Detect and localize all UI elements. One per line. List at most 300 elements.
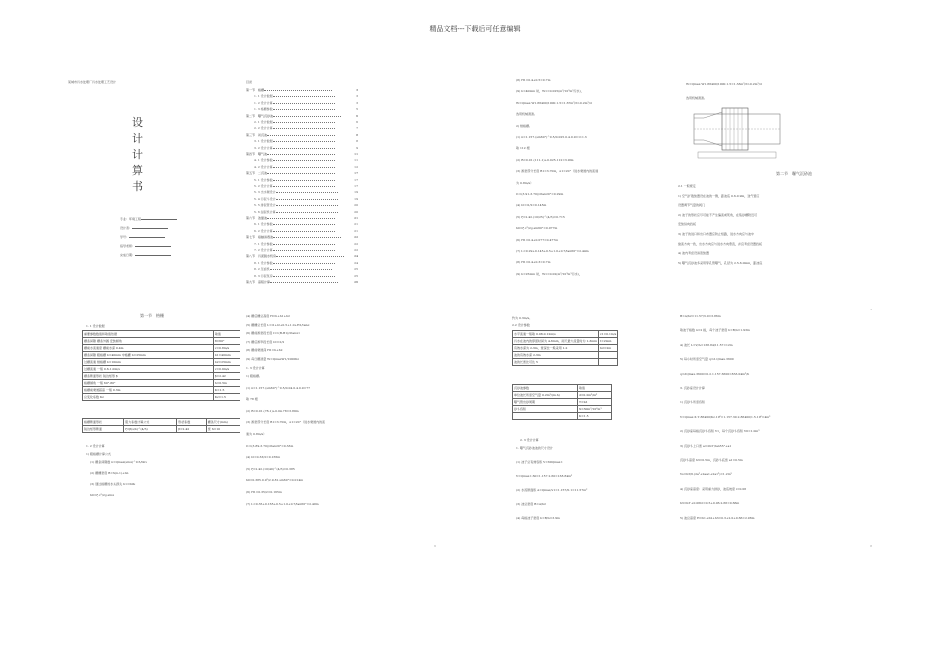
cover-header: 某城市污水处理厂污水处理工艺设计: [68, 80, 117, 84]
toc-page: 25: [354, 267, 358, 272]
toc-page: 9: [356, 145, 358, 150]
calc-line: (6) H1=0.35/2=0.165m: [246, 490, 282, 494]
grit-parameter-table: [512, 330, 618, 366]
toc-title: 4. 1 设计参数: [254, 158, 273, 163]
toc-leader: [273, 107, 335, 110]
toc-page: 24: [354, 254, 358, 259]
document-banner: 精品文档---下载后可任意编辑: [429, 25, 521, 33]
calc-line: (2) 水流断面积 A=Qmax/v1=1.157/0.1=11.57m²: [516, 488, 588, 492]
table-cell: 过栅流速 细格栅 b=10mm: [83, 359, 214, 366]
cover-field-label: 学号：: [120, 235, 130, 239]
table-cell: 池的有效水深 2-3m: [513, 352, 599, 359]
toc-title: 3. 2 设计计算: [254, 145, 273, 150]
screenings-formula: W=Qmax·W1·86400/1000·1.5=1.33m³/d>0.2m³/d: [686, 82, 762, 86]
toc-page: 21: [354, 216, 358, 220]
toc-title: 6. 2 设计计算: [254, 228, 273, 233]
calc-line: (2) B=0.01·(78-1)+0.04·78=3.89m: [246, 408, 299, 413]
calc-line: V=Qmax·t·60=1.157·2·60=138.84m³: [516, 474, 573, 478]
table-row: [83, 366, 252, 373]
table-cell: 格栅前渠道超高 一般 0.3m: [83, 387, 214, 394]
toc-page: 25: [354, 273, 358, 278]
page-grit-chamber-calc: [676, 310, 876, 550]
calc-line: 取 112 根: [516, 146, 530, 151]
calc-line: (1) n=1.157·(sin60°)^0.5/0.025·0.4·0.9=111.3: [516, 135, 587, 139]
field-underline: [135, 252, 171, 256]
cover-field: [120, 234, 165, 239]
toc-page: 8: [356, 132, 358, 137]
toc-leader: [273, 114, 341, 117]
toc-title: 8. 3 污泥泵房: [254, 273, 273, 278]
table-cell: 曝气管出砂周期: [513, 399, 578, 406]
calc-line: 1) 沉砂斗所需容积: [680, 400, 706, 405]
toc-title: 1. 2 设计计算: [254, 100, 273, 105]
calc-line: (8) 栅前渠道深 H1=h+h2: [246, 348, 283, 353]
toc-page: 22: [354, 241, 358, 246]
table-cell: 水平流速一般取 0.08-0.12m/s: [513, 331, 599, 338]
table-cell: 取值: [213, 331, 251, 338]
calc-line: l1=(3.91-3.70)/2tan20°=0.29m: [516, 192, 564, 196]
toc-page: 17: [354, 171, 358, 176]
page-aerated-grit: [676, 74, 876, 314]
toc-page: 20: [354, 209, 358, 214]
calc-line: (1) 池子总有效容积 V=60Qmax·t: [516, 460, 563, 464]
table-cell: 取值: [577, 385, 611, 392]
toc-row: [246, 216, 358, 220]
toc-page: 6: [356, 120, 358, 124]
table-row: [83, 394, 252, 401]
table-row: [513, 413, 612, 420]
table-cell: 栅条尺寸(mm): [206, 419, 251, 426]
calc-line: 1) 空气扩散装置设在池的一侧，距池底 0.6-0.9m，送气管应: [678, 193, 760, 198]
calc-line: h0=0.385·0.9²/2·9.81·sin60°=0.014m: [246, 478, 304, 483]
toc-title: 第五节 二沉池: [246, 171, 268, 176]
toc-row: [246, 158, 358, 162]
cover-field: [120, 216, 177, 221]
calc-line: 3. 沉砂室设计计算: [680, 386, 705, 390]
calc-line: 3) 池子的进口和出口布置应防止短路，进水方向应与池中: [678, 232, 755, 236]
table-cell: v=0.8m/s: [213, 345, 251, 352]
table-cell: [513, 413, 578, 420]
toc-title: 第三节 初沉池: [246, 132, 268, 137]
table-cell: 单位池长所需空气量 0.2m³/(m·h): [513, 392, 578, 399]
calc-line: (5) 栅槽总长度 L=l1+l2+0.5+1.0+H1/tanα: [246, 322, 310, 327]
calc-line: (7) L=0.35+0.165+0.5+1.0+0.7/tan60°=2.40m: [246, 501, 319, 506]
section-caption: 第二节 曝气沉砂池: [776, 171, 812, 176]
cover-field-label: 专业：环境工程: [120, 217, 142, 221]
calc-line: 2) 池子的形状应尽可能不产生偏流或死角，在集砂槽附近可: [678, 212, 758, 217]
toc-title: 第四节 曝气池: [246, 152, 268, 156]
toc-leader: [273, 139, 335, 142]
subsection-heading: 1. 1 设计数据: [86, 324, 105, 328]
calc-line: (1) n=1.157·(sin60°)^0.5/0.04·0.4·0.9=77: [246, 385, 311, 390]
calc-line: V=Qmax·X·T·86400/Kz·10⁶=1.157·30·2·86400/1.5·10⁶=4m³: [680, 414, 771, 419]
toc-row: [246, 184, 358, 188]
page-number: 6: [434, 544, 436, 548]
calc-line: (9) b=40mm 时，W1=0.025(m³/10³m³污水)，: [516, 89, 584, 94]
table-row: [83, 426, 252, 433]
toc-row: [246, 107, 358, 111]
table-cell: 锐边矩形断面: [83, 426, 124, 433]
toc-leader: [273, 101, 335, 104]
calc-line: (3) 渐宽部分长度 B1=3.70m，α1=20°（进水渠道内的流速: [516, 169, 599, 174]
calc-line: (9) b=25mm 时，W1=0.02(m³/10³m³污水)，: [516, 271, 582, 276]
calc-line: B=A/h2=11.57/3.0=3.86m: [680, 314, 721, 318]
toc-page: 8: [356, 139, 358, 144]
toc-row: [246, 254, 358, 258]
toc-leader: [270, 267, 332, 270]
calc-line: (7) L=0.29+0.145+0.5+1.0+0.7/tan60°=2.44m: [516, 249, 589, 253]
calc-line: (8) H1=0.4+0.5=0.7m: [516, 78, 551, 82]
calc-heading: 2. 3 设计计算: [520, 438, 539, 442]
toc-page: 20: [354, 203, 358, 208]
table-row: [83, 331, 252, 338]
table-cell: [599, 359, 618, 366]
toc-row: [246, 94, 358, 98]
table-row: [83, 352, 252, 359]
toc-leader: [273, 274, 335, 277]
table-cell: 砂斗容积: [513, 406, 578, 413]
cover-field-label: 指导老师：: [120, 244, 136, 248]
toc-page: 21: [354, 228, 358, 233]
toc-title: 第九节 高程计算: [246, 280, 271, 284]
calc-line: (6) H1=0.4+0.077=0.477m: [516, 237, 559, 242]
calc-line: 2) 细格栅。: [516, 123, 533, 128]
toc-title: 2. 2 设计计算: [254, 126, 273, 131]
calc-line: (2) B=0.01·(111-1)+0.025·112=3.9lm: [516, 157, 574, 162]
table-cell: ξ=β(s/b)^(4/3): [124, 426, 177, 433]
calc-line: 设置调节气量的阀门: [678, 203, 706, 208]
table-cell: β=2.42: [177, 426, 206, 433]
title-char: 书: [132, 180, 143, 193]
toc-page: 19: [354, 196, 358, 201]
toc-title: 7. 1 设计参数: [254, 241, 273, 246]
toc-leader: [273, 158, 335, 161]
table-cell: 重要参数数值和取值依据: [83, 331, 214, 338]
toc-page: 5: [356, 107, 358, 112]
toc-row: [246, 235, 358, 239]
toc-row: [246, 88, 358, 92]
toc-leader: [264, 88, 332, 91]
toc-title: 8. 2 压滤机: [254, 267, 270, 272]
toc-row: [246, 274, 358, 278]
table-row: [513, 406, 612, 413]
toc-row: [246, 165, 358, 169]
toc-title: 5. 2 设计计算: [254, 184, 273, 188]
toc-leader: [273, 146, 335, 149]
table-cell: K=1.5: [577, 413, 611, 420]
table-cell: 格栅倾角 一般 60°-80°: [83, 380, 214, 387]
toc-leader: [273, 261, 335, 264]
toc-title: 第七节 接触消毒池: [246, 235, 274, 240]
toc-title: 4. 2 设计计算: [254, 164, 273, 169]
title-char: 设: [132, 116, 143, 129]
calc-line: 3) 沉砂斗上口宽 a=2h3'/tan55°+a1: [680, 443, 732, 448]
toc-page: 17: [354, 184, 358, 188]
toc-page: 11: [354, 152, 358, 156]
table-cell: θ=60°: [213, 338, 251, 345]
table-cell: X=30m³/10⁶m³: [577, 406, 611, 413]
calc-line: q=dQmax·3600=0.2·1.157·3600=833.04m³/h: [680, 371, 750, 376]
toc-leader: [267, 152, 335, 155]
toc-title: 第一节 格栅: [246, 88, 265, 92]
cover-field: [120, 225, 168, 230]
toc-title: 3. 1 设计数据: [254, 139, 273, 144]
toc-row: [246, 267, 358, 271]
toc-row: [246, 101, 358, 105]
calc-line: 取池子格数 n=2 格，每个池子宽度 b=B/n=1.93m: [680, 328, 750, 333]
calc-line: (7) 栅后渐窄段长度 l2=l1/2: [246, 339, 285, 344]
continued-line: 约为 0.3m/s。: [512, 316, 533, 320]
toc-title: 5. 4 污泥斗设计: [254, 196, 276, 201]
toc-leader: [273, 126, 335, 129]
table-cell: β=2.42: [213, 373, 251, 380]
toc-leader: [273, 120, 335, 123]
calc-line: h0=ξ·v²/2g·sinα: [90, 493, 115, 497]
toc-page: 6: [356, 113, 358, 118]
table-cell: 污水在池内的停留时间为 4-6min，雨天最大流量时为 1-3min: [514, 339, 598, 343]
calc-line: (5) ξ=2.42·(10/40)^(4/3)=0.385: [246, 466, 295, 471]
calc-line: 4) 沉砂室高度：采用重力排砂，池底坡度 i=0.06: [680, 486, 747, 491]
calc-line: Vs=h3/6·(2a²+2aa1+2a1²)=1.2m³: [680, 472, 732, 477]
calc-line: (1) 栅条间隙数 n=Qmax(sinα)^0.5/bhv: [90, 460, 148, 464]
calc-line: (3) 池总宽度 B=A/h2: [516, 502, 546, 506]
table-cell: h=0.5m: [213, 380, 251, 387]
calc-line: (4) 每格池子宽度 b=B/n=3.9m: [516, 516, 560, 520]
toc-heading: 目录: [246, 80, 253, 84]
toc-page: 22: [354, 248, 358, 252]
calc-line: (4) l2=0.33/2=0.165m: [246, 455, 281, 460]
table-row: [83, 373, 252, 380]
toc-row: [246, 178, 358, 182]
toc-title: 5. 6 刮泥机计算: [254, 209, 276, 214]
toc-page: 19: [354, 190, 358, 195]
table-row: [513, 352, 618, 359]
toc-title: 8. 1 设计参数: [254, 260, 273, 265]
calc-line: 2.1 一般规定: [678, 184, 696, 188]
calc-line: l1=(3.89-3.70)/2tan20°=0.33m: [246, 443, 294, 448]
aeration-parameter-table: [512, 384, 612, 420]
table-cell: v1=0.1m/s: [600, 332, 617, 336]
field-underline: [132, 225, 168, 229]
toc-title: 1. 1 设计数据: [254, 94, 273, 99]
calc-line: 为 0.8m/s）: [516, 180, 534, 185]
table-cell: 总变化系数 Kz: [83, 394, 214, 401]
calc-heading: 1. 2 设计计算: [86, 444, 105, 448]
calc-line: 旋流方向一致，出水方向应与进水方向垂直，并宜考虑设置挡板: [678, 241, 763, 246]
toc-leader: [273, 165, 335, 168]
table-row: [83, 419, 252, 426]
toc-leader: [267, 216, 335, 219]
toc-row: [246, 203, 358, 207]
calc-line: 4) 池内考虑设消泡装置: [678, 251, 710, 256]
toc-row: [246, 197, 358, 201]
table-cell: 沉砂池参数: [513, 385, 578, 392]
calc-line: 1) 粗格栅。: [246, 374, 263, 378]
table-cell: 栅条断面形状 锐边矩形 β: [83, 373, 214, 380]
field-underline: [141, 216, 177, 220]
table-cell: K=1.5: [213, 387, 251, 394]
toc-title: 第八节 污泥脱水机房: [246, 254, 277, 259]
table-cell: 栅条间隙 粗格栅 b=40mm 中格栅 b=25mm: [83, 352, 214, 359]
table-cell: 栅条间隙 栅条外圆 安装倾角: [83, 338, 214, 345]
toc-row: [246, 222, 358, 226]
cover-field: [120, 243, 171, 248]
toc-leader: [267, 171, 335, 174]
table-row: [513, 338, 618, 345]
toc-row: [246, 139, 358, 143]
toc-leader: [273, 184, 335, 187]
page-toc: [240, 76, 440, 316]
toc-page: 26: [354, 280, 358, 284]
toc-row: [246, 210, 358, 214]
section-heading: 第一节 格栅: [140, 313, 164, 318]
table-row: [83, 345, 252, 352]
page-coarse-screen-calc: [240, 310, 440, 550]
calc-line: (4) 栅后槽总高度 H=h+h1+h2: [246, 314, 290, 318]
resistance-table: [82, 418, 252, 433]
toc-row: [246, 152, 358, 156]
toc-leader: [276, 197, 338, 200]
table-cell: 格栅断面形状: [83, 419, 124, 426]
toc-leader: [267, 133, 335, 136]
toc-row: [246, 261, 358, 265]
calc-line: 1. 曝气沉砂池池的尺寸设计: [516, 446, 553, 450]
cover-field-label: 完成日期：: [120, 253, 136, 257]
calc-line: 安装纵向挡板: [678, 222, 697, 227]
toc-row: [246, 171, 358, 175]
toc-title: 第六节 浓缩池: [246, 216, 268, 220]
calc-line: (9) 每日栅渣量 W=QmaxW1/1000Kz: [246, 357, 299, 361]
calc-subheading: 1) 粗格栅计算公式: [86, 452, 112, 456]
table-cell: 形状系数: [177, 419, 206, 426]
table-cell: 宽 S=10: [206, 426, 251, 433]
toc-row: [246, 280, 358, 284]
calc-line: 速为 0.8m/s）: [246, 432, 267, 436]
toc-page: 24: [354, 260, 358, 265]
table-row: [513, 385, 612, 392]
toc-title: 5. 5 排泥管设计: [254, 203, 276, 208]
toc-title: 5. 3 出水堰设计: [254, 190, 276, 195]
cover-field: [120, 252, 171, 257]
toc-leader: [276, 203, 338, 206]
toc-leader: [273, 178, 335, 181]
screen-parameter-table: [82, 330, 252, 401]
page-bar-screen: [60, 310, 263, 550]
calc-line: 选用机械清渣。: [516, 112, 538, 117]
toc-row: [246, 146, 358, 150]
toc-title: 6. 1 设计参数: [254, 222, 273, 227]
page-number: 8: [870, 544, 872, 548]
screen-diagram: [692, 104, 782, 160]
toc-leader: [273, 242, 335, 245]
toc-page: 12: [354, 164, 358, 169]
calc-line: (8) H1=0.4+0.3=0.7m: [516, 260, 551, 265]
toc-row: [246, 126, 358, 130]
field-underline: [129, 234, 165, 238]
table-cell: d=0.2m³/m³: [577, 392, 611, 399]
table-row: [513, 345, 618, 352]
calc-line: (4) l2=l1/2=0.145m: [516, 203, 547, 208]
calc-line: 取 78 根: [246, 397, 258, 402]
toc-leader: [276, 190, 338, 193]
toc-leader: [270, 280, 338, 283]
table-cell: 栅前水流速度 栅前水深 0.4m: [83, 345, 214, 352]
calc-line: h0=ξ·v²/2g·sin60°=0.077m: [516, 226, 558, 231]
table-cell: T=2d: [577, 399, 611, 406]
toc-title: 2. 1 设计数据: [254, 120, 273, 124]
table-cell: t=2min: [599, 338, 618, 345]
toc-page: 3: [356, 94, 358, 99]
table-row: [513, 392, 612, 399]
calc-heading: 1. 3 设计计算: [246, 366, 265, 370]
toc-leader: [273, 229, 335, 232]
toc-row: [246, 229, 358, 233]
toc-page: 7: [356, 126, 358, 131]
table-row: [83, 380, 252, 387]
toc-leader: [276, 254, 344, 257]
toc-page: 22: [354, 235, 358, 240]
calc-line: 4) 池长 L=V/A=138.84/11.57=12m: [680, 342, 733, 347]
table-cell: 池的长宽比可达 5: [513, 359, 599, 366]
toc-row: [246, 190, 358, 194]
calc-line: 5) 每小时所需空气量 q=d·Qmax·3600: [680, 357, 734, 362]
calc-line: 5) 曝气沉砂池多采用穿孔管曝气，孔径为 2.5-6.0mm，距池底: [678, 260, 763, 265]
toc-title: 7. 2 设计计算: [254, 248, 273, 252]
calc-line: (5) ξ=2.42·(10/25)^(4/3)=0.715: [516, 214, 565, 219]
table-row: [83, 387, 252, 394]
cleaning-note: 选用机械清渣。: [686, 96, 708, 100]
toc-leader: [273, 248, 335, 251]
calc-line: 沉砂斗高度 h3=0.5m，沉砂斗底宽 a1=0.5m: [680, 458, 743, 462]
cover-field-label: 设计者：: [120, 226, 133, 230]
calc-line: 5) 池总高度 H=h1+h2+h3=0.3+2.0+0.66=2.96m: [680, 515, 755, 520]
toc-page: 3: [356, 100, 358, 105]
toc-leader: [273, 235, 341, 238]
calc-line: 2) 沉砂室每格沉砂斗容积 V1，每个沉砂斗容积 V0=1.0m³: [680, 429, 760, 434]
toc-leader: [273, 222, 335, 225]
table-cell: v=0.9m/s: [213, 366, 251, 373]
table-row: [83, 359, 252, 366]
toc-leader: [273, 94, 335, 97]
toc-row: [246, 242, 358, 246]
table-cell: 有效水深为 2-3m，宽深比一般采用 1-2: [513, 345, 599, 352]
title-char: 计: [132, 132, 143, 145]
table-cell: 阻力系数计算公式: [124, 419, 177, 426]
calc-line: (6) 栅前渐宽段长度 l1=(B-B1)/2tanα1: [246, 331, 301, 336]
toc-row: [246, 248, 358, 252]
table-cell: b2=25mm: [213, 359, 251, 366]
toc-row: [246, 114, 358, 118]
toc-title: 第二节 曝气沉砂池: [246, 113, 274, 118]
table-cell: Kz=1.5: [213, 394, 251, 401]
toc-row: [246, 120, 358, 124]
table-cell: h2=2m: [599, 345, 618, 352]
toc-row: [246, 133, 358, 137]
table-row: [513, 399, 612, 406]
toc-title: 1. 3 格栅参数: [254, 107, 273, 112]
title-char: 计: [132, 148, 143, 161]
table-row: [83, 338, 252, 345]
toc-title: 5. 1 设计参数: [254, 177, 273, 182]
page-cover: [60, 76, 260, 316]
table-cell: 过栅流速 一般 0.6-1.0m/s: [83, 366, 214, 373]
toc-page: 3: [356, 88, 358, 92]
calc-line: W=Qmax·W1·86400/1000·1.5=1.67m³/d>0.2m³/d: [516, 100, 592, 105]
table-cell: b1=40mm: [213, 352, 251, 359]
toc-page: 11: [354, 158, 358, 163]
toc-page: 17: [354, 177, 358, 182]
calc-line: (3) 渐宽部分长度 B1=3.70m，α1=20°（进水渠道内的流: [246, 420, 326, 425]
